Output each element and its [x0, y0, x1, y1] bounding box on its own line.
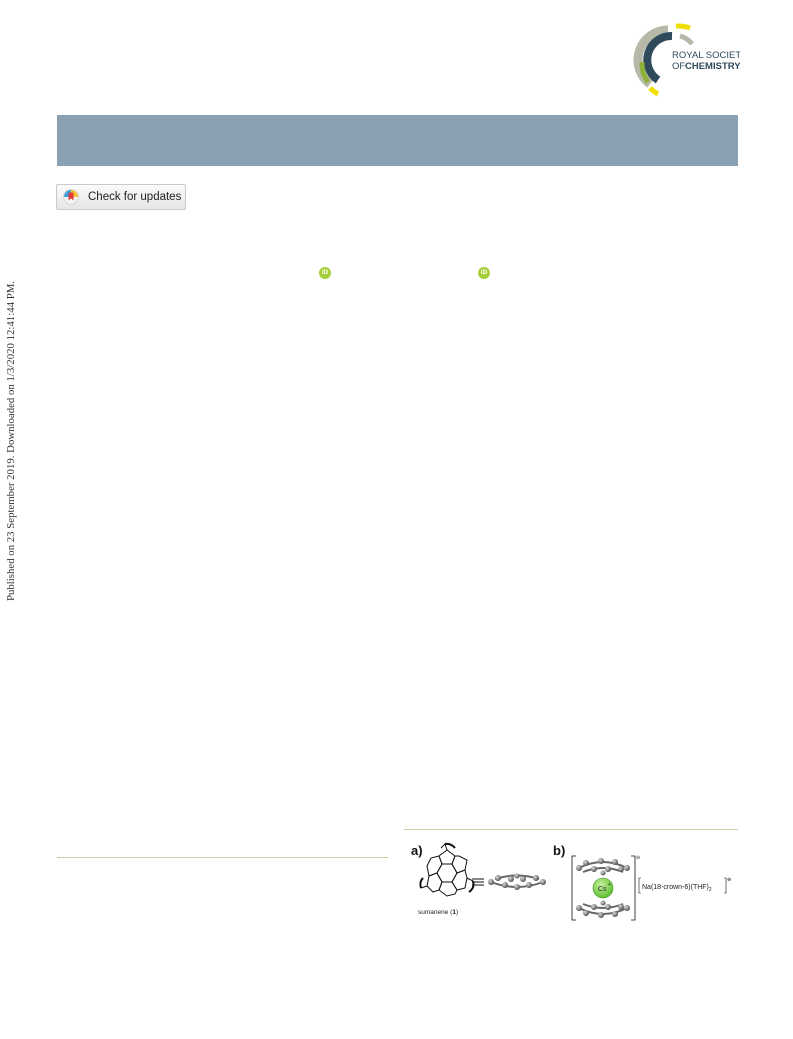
check-for-updates-label: Check for updates: [88, 191, 182, 203]
sumanene-lower-model: [576, 901, 630, 919]
sumanene-bowl-model: [488, 874, 546, 891]
footnote-rule: [57, 857, 388, 858]
crossmark-icon: [63, 189, 79, 205]
figure-sumanene: [405, 838, 741, 930]
cesium-charge: +: [608, 882, 611, 888]
orcid-icon[interactable]: iD: [478, 267, 490, 279]
anion-charge: ⊖: [636, 855, 641, 861]
sumanene-upper-model: [576, 858, 630, 876]
journal-banner: [57, 115, 738, 166]
panel-a-label: a): [411, 843, 423, 858]
sumanene-structure: [420, 844, 473, 896]
figure-top-rule: [404, 829, 738, 830]
rsc-logo: [628, 22, 740, 98]
publication-watermark: Published on 23 September 2019. Downloaded on 1/3/2020 12:41:44 PM.: [5, 281, 17, 601]
check-for-updates-button[interactable]: [56, 184, 186, 210]
cesium-label: Cs: [598, 886, 607, 893]
logo-line1: ROYAL SOCIETY: [672, 50, 740, 61]
compound-name: sumanene (1): [418, 909, 459, 916]
panel-b-label: b): [553, 843, 566, 858]
counter-ion: $Na(18-crown-6)(THF)_2$: [642, 884, 712, 893]
counter-ion-charge: ⊕: [727, 877, 732, 883]
logo-line2-main: CHEMISTRY: [685, 61, 740, 72]
orcid-icon[interactable]: iD: [319, 267, 331, 279]
logo-line2-prefix: OF: [672, 61, 686, 72]
